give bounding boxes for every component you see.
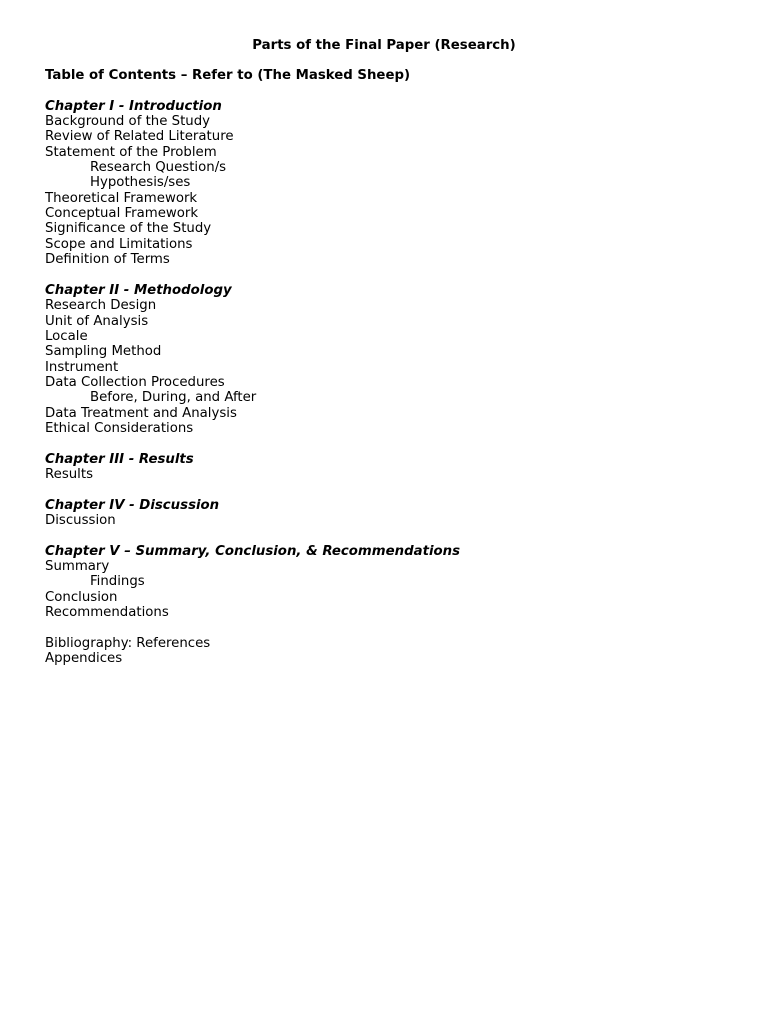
- chapter-5-heading: Chapter V – Summary, Conclusion, & Recommendations: [45, 543, 461, 559]
- list-item: Unit of Analysis: [45, 313, 149, 329]
- list-item: Summary: [45, 559, 110, 574]
- list-item: Results: [45, 466, 94, 482]
- chapter-2-heading: Chapter II - Methodology: [45, 282, 232, 298]
- list-item: Data Collection Procedures: [45, 374, 225, 390]
- list-subitem: Before, During, and After: [90, 390, 257, 406]
- spacer: [45, 436, 745, 451]
- document-title: Parts of the Final Paper (Research): [252, 38, 516, 53]
- toc-line: Table of Contents – Refer to (The Masked Sheep): [45, 68, 411, 83]
- spacer: [45, 83, 745, 98]
- list-subitem: Hypothesis/ses: [90, 175, 191, 191]
- list-item: Statement of the Problem: [45, 144, 217, 160]
- list-item: Theoretical Framework: [45, 190, 198, 206]
- list-item: Conceptual Framework: [45, 206, 199, 222]
- chapter-3-heading: Chapter III - Results: [45, 451, 194, 467]
- spacer: [45, 482, 745, 497]
- list-item: Conclusion: [45, 589, 118, 605]
- spacer: [45, 620, 745, 635]
- spacer: [45, 267, 745, 282]
- bibliography-line: Bibliography: References: [45, 635, 211, 651]
- list-item: Background of the Study: [45, 114, 211, 130]
- chapter-4-heading: Chapter IV - Discussion: [45, 497, 220, 513]
- list-item: Definition of Terms: [45, 252, 170, 268]
- list-item: Ethical Considerations: [45, 420, 194, 436]
- document-body: [45, 68, 745, 666]
- list-item: Data Treatment and Analysis: [45, 405, 237, 421]
- chapter-1-heading: Chapter I - Introduction: [45, 98, 222, 114]
- list-item: Locale: [45, 328, 88, 344]
- list-subitem: Findings: [90, 574, 145, 590]
- list-item: Instrument: [45, 359, 119, 375]
- list-item: Scope and Limitations: [45, 236, 193, 252]
- list-item: Recommendations: [45, 605, 169, 621]
- list-item: Review of Related Literature: [45, 129, 234, 145]
- spacer: [45, 528, 745, 543]
- list-item: Sampling Method: [45, 344, 162, 360]
- list-item: Significance of the Study: [45, 221, 212, 237]
- list-subitem: Research Question/s: [90, 160, 227, 176]
- list-item: Research Design: [45, 298, 157, 314]
- list-item: Discussion: [45, 512, 116, 528]
- appendices-line: Appendices: [45, 651, 123, 667]
